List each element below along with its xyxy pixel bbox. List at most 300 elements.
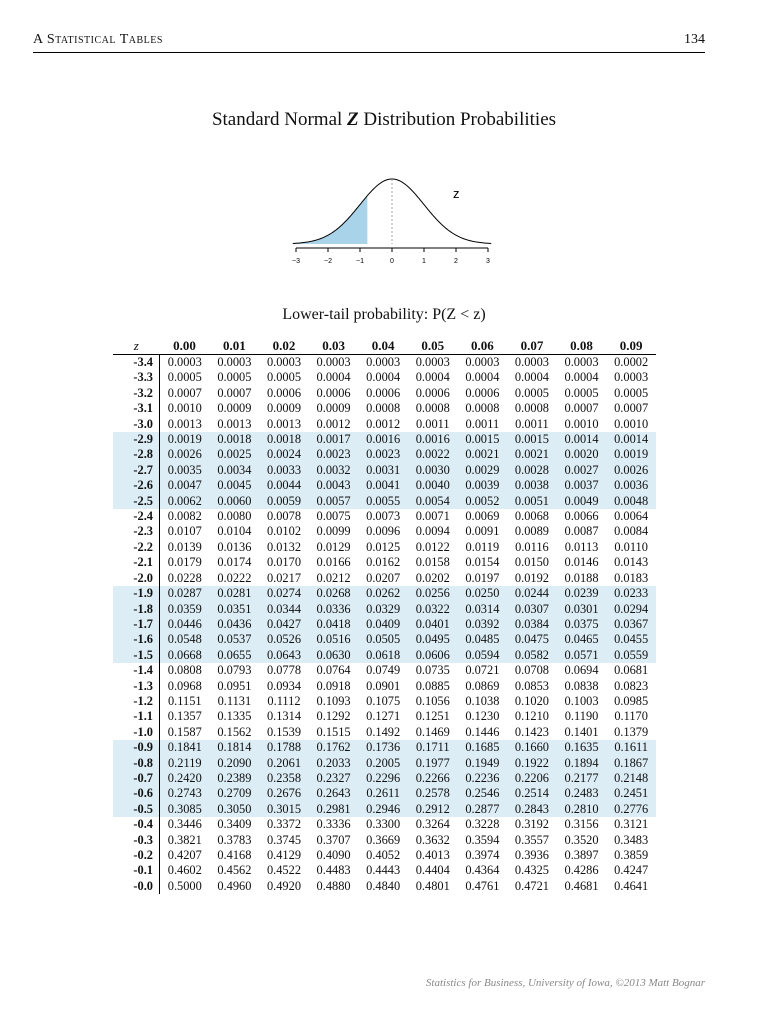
probability-cell: 0.0274 bbox=[259, 586, 309, 601]
probability-cell: 0.0008 bbox=[514, 401, 549, 416]
probability-cell: 0.0179 bbox=[167, 555, 202, 570]
probability-cell: 0.0004 bbox=[366, 370, 401, 385]
probability-cell: 0.2643 bbox=[309, 786, 359, 801]
probability-cell: 0.2296 bbox=[358, 771, 408, 786]
probability-cell: 0.0073 bbox=[366, 509, 401, 524]
probability-cell: 0.2676 bbox=[259, 786, 309, 801]
z-value-cell: -1.9 bbox=[113, 586, 160, 601]
table-row bbox=[113, 586, 656, 601]
probability-cell: 0.0228 bbox=[167, 570, 202, 585]
probability-cell: 0.0010 bbox=[564, 416, 599, 431]
probability-cell: 0.0256 bbox=[408, 586, 458, 601]
probability-cell: 0.0087 bbox=[564, 524, 599, 539]
probability-cell: 0.1788 bbox=[259, 740, 309, 755]
column-header: 0.02 bbox=[272, 338, 296, 353]
z-value-cell: -1.5 bbox=[113, 648, 160, 663]
probability-cell: 0.3669 bbox=[366, 832, 401, 847]
probability-cell: 0.0158 bbox=[415, 555, 450, 570]
probability-cell: 0.0174 bbox=[217, 555, 252, 570]
probability-cell: 0.4325 bbox=[514, 863, 549, 878]
probability-cell: 0.0322 bbox=[408, 602, 458, 617]
probability-cell: 0.0202 bbox=[415, 570, 450, 585]
probability-cell: 0.0139 bbox=[167, 539, 202, 554]
probability-cell: 0.0044 bbox=[259, 478, 309, 493]
probability-cell: 0.0011 bbox=[415, 416, 450, 431]
probability-cell: 0.1292 bbox=[316, 709, 351, 724]
probability-cell: 0.2743 bbox=[160, 786, 210, 801]
probability-cell: 0.4247 bbox=[614, 863, 649, 878]
probability-cell: 0.0162 bbox=[366, 555, 401, 570]
probability-cell: 0.3821 bbox=[167, 832, 202, 847]
probability-cell: 0.2420 bbox=[160, 771, 210, 786]
probability-cell: 0.1230 bbox=[465, 709, 500, 724]
probability-cell: 0.0901 bbox=[366, 678, 401, 693]
table-row bbox=[113, 740, 656, 755]
probability-cell: 0.0007 bbox=[614, 401, 649, 416]
probability-cell: 0.1814 bbox=[210, 740, 260, 755]
probability-cell: 0.0037 bbox=[557, 478, 607, 493]
tick-label: −2 bbox=[324, 258, 332, 265]
probability-cell: 0.0020 bbox=[557, 447, 607, 462]
probability-cell: 0.4443 bbox=[366, 863, 401, 878]
probability-cell: 0.2005 bbox=[358, 756, 408, 771]
probability-cell: 0.0003 bbox=[217, 355, 252, 369]
table-row bbox=[113, 817, 656, 832]
table-row bbox=[113, 401, 656, 416]
title-main: Standard Normal bbox=[211, 109, 348, 130]
probability-cell: 0.3897 bbox=[564, 848, 599, 862]
z-value-cell: -0.7 bbox=[113, 771, 160, 786]
probability-cell: 0.1335 bbox=[217, 709, 252, 724]
probability-cell: 0.3300 bbox=[366, 817, 401, 832]
probability-cell: 0.0136 bbox=[217, 539, 252, 554]
probability-cell: 0.0010 bbox=[167, 401, 202, 416]
table-row bbox=[113, 663, 656, 678]
table-row bbox=[113, 386, 656, 401]
probability-cell: 0.0268 bbox=[309, 586, 359, 601]
probability-cell: 0.0062 bbox=[160, 494, 210, 509]
probability-cell: 0.0618 bbox=[358, 648, 408, 663]
probability-cell: 0.1762 bbox=[309, 740, 359, 755]
probability-cell: 0.3228 bbox=[465, 817, 500, 832]
z-value-cell: -0.9 bbox=[113, 740, 160, 755]
probability-cell: 0.1379 bbox=[614, 724, 649, 739]
probability-cell: 0.0066 bbox=[564, 509, 599, 524]
tick-label: 3 bbox=[486, 258, 490, 265]
probability-cell: 0.1977 bbox=[408, 756, 458, 771]
z-value-cell: -0.3 bbox=[113, 833, 160, 848]
probability-cell: 0.0091 bbox=[465, 524, 500, 539]
z-value-cell: -3.3 bbox=[113, 370, 160, 385]
probability-cell: 0.0465 bbox=[557, 632, 607, 647]
probability-cell: 0.0384 bbox=[507, 617, 557, 632]
probability-cell: 0.0367 bbox=[606, 617, 656, 632]
column-header: 0.03 bbox=[322, 338, 345, 353]
table-row bbox=[113, 555, 656, 570]
z-value-cell: -3.1 bbox=[113, 401, 160, 416]
probability-cell: 0.2266 bbox=[408, 771, 458, 786]
probability-cell: 0.0003 bbox=[316, 355, 351, 369]
probability-cell: 0.3121 bbox=[614, 817, 649, 832]
probability-cell: 0.1112 bbox=[267, 693, 301, 708]
probability-cell: 0.0089 bbox=[514, 524, 549, 539]
probability-cell: 0.0838 bbox=[564, 678, 599, 693]
probability-cell: 0.4920 bbox=[266, 878, 302, 893]
probability-cell: 0.0721 bbox=[465, 663, 500, 678]
probability-cell: 0.1515 bbox=[316, 724, 351, 739]
probability-cell: 0.0021 bbox=[507, 447, 557, 462]
probability-cell: 0.0212 bbox=[316, 570, 351, 585]
probability-cell: 0.0003 bbox=[514, 355, 549, 369]
table-row bbox=[113, 540, 656, 555]
probability-cell: 0.0119 bbox=[465, 539, 500, 554]
table-caption: Lower-tail probability: P(Z < z) bbox=[282, 306, 486, 323]
probability-cell: 0.4562 bbox=[217, 863, 252, 878]
probability-cell: 0.5000 bbox=[167, 878, 202, 893]
z-column-header: z bbox=[133, 338, 139, 353]
probability-cell: 0.0853 bbox=[514, 678, 549, 693]
table-row bbox=[113, 771, 656, 786]
probability-cell: 0.0013 bbox=[266, 416, 302, 431]
page-title bbox=[0, 109, 768, 131]
table-row bbox=[113, 571, 656, 586]
probability-cell: 0.0064 bbox=[614, 509, 649, 524]
title-rest: Distribution Probabilities bbox=[358, 109, 557, 130]
table-row bbox=[113, 432, 656, 447]
probability-cell: 0.0010 bbox=[614, 416, 649, 431]
probability-cell: 0.0146 bbox=[564, 555, 599, 570]
table-row bbox=[113, 524, 656, 539]
probability-cell: 0.3483 bbox=[614, 832, 649, 847]
probability-cell: 0.0003 bbox=[614, 370, 649, 385]
shaded-lower-tail bbox=[293, 196, 368, 244]
probability-cell: 0.0004 bbox=[564, 370, 599, 385]
probability-cell: 0.0012 bbox=[366, 416, 401, 431]
probability-cell: 0.0005 bbox=[217, 370, 252, 385]
probability-cell: 0.0571 bbox=[557, 648, 607, 663]
probability-cell: 0.0033 bbox=[259, 463, 309, 478]
probability-cell: 0.0918 bbox=[316, 678, 351, 693]
probability-cell: 0.1314 bbox=[266, 709, 302, 724]
probability-cell: 0.0004 bbox=[514, 370, 549, 385]
probability-cell: 0.4052 bbox=[366, 848, 401, 862]
probability-cell: 0.0188 bbox=[564, 570, 599, 585]
probability-cell: 0.2236 bbox=[458, 771, 508, 786]
probability-cell: 0.0409 bbox=[358, 617, 408, 632]
probability-cell: 0.0049 bbox=[557, 494, 607, 509]
probability-cell: 0.2148 bbox=[606, 771, 656, 786]
z-value-cell: -3.2 bbox=[113, 386, 160, 401]
probability-cell: 0.1492 bbox=[366, 724, 401, 739]
probability-cell: 0.2843 bbox=[507, 802, 557, 817]
probability-cell: 0.1711 bbox=[408, 740, 458, 755]
probability-cell: 0.0537 bbox=[210, 632, 260, 647]
probability-cell: 0.2451 bbox=[606, 786, 656, 801]
probability-cell: 0.0823 bbox=[614, 678, 649, 693]
probability-cell: 0.4681 bbox=[564, 878, 599, 893]
probability-cell: 0.0032 bbox=[309, 463, 359, 478]
probability-cell: 0.4721 bbox=[514, 878, 549, 893]
table-row bbox=[113, 648, 656, 663]
z-value-cell: -1.3 bbox=[113, 679, 160, 694]
probability-cell: 0.1635 bbox=[557, 740, 607, 755]
probability-cell: 0.2709 bbox=[210, 786, 260, 801]
probability-cell: 0.0036 bbox=[606, 478, 656, 493]
probability-cell: 0.0027 bbox=[557, 463, 607, 478]
probability-cell: 0.0436 bbox=[210, 617, 260, 632]
probability-cell: 0.3594 bbox=[465, 832, 500, 847]
probability-cell: 0.0132 bbox=[266, 539, 302, 554]
probability-cell: 0.0004 bbox=[465, 370, 500, 385]
probability-cell: 0.1469 bbox=[415, 724, 450, 739]
probability-cell: 0.3156 bbox=[564, 817, 599, 832]
probability-cell: 0.0885 bbox=[415, 678, 450, 693]
probability-cell: 0.4801 bbox=[415, 878, 450, 893]
probability-cell: 0.0869 bbox=[465, 678, 500, 693]
column-header: 0.09 bbox=[619, 338, 643, 353]
probability-cell: 0.0207 bbox=[366, 570, 401, 585]
probability-cell: 0.0052 bbox=[458, 494, 508, 509]
z-value-cell: -2.6 bbox=[113, 478, 160, 493]
probability-cell: 0.3936 bbox=[514, 848, 549, 862]
probability-cell: 0.2514 bbox=[507, 786, 557, 801]
probability-cell: 0.1736 bbox=[358, 740, 408, 755]
tick-label: −3 bbox=[292, 258, 300, 265]
probability-cell: 0.0548 bbox=[160, 632, 210, 647]
probability-cell: 0.4090 bbox=[316, 848, 351, 862]
probability-cell: 0.0057 bbox=[309, 494, 359, 509]
table-row bbox=[113, 679, 656, 694]
tick-label: 1 bbox=[422, 258, 426, 265]
probability-cell: 0.0392 bbox=[458, 617, 508, 632]
probability-cell: 0.3783 bbox=[217, 832, 252, 847]
probability-cell: 0.0026 bbox=[606, 463, 656, 478]
probability-cell: 0.0006 bbox=[316, 385, 351, 400]
probability-cell: 0.1611 bbox=[606, 740, 656, 755]
probability-cell: 0.0008 bbox=[465, 401, 500, 416]
probability-cell: 0.0485 bbox=[458, 632, 508, 647]
probability-cell: 0.0559 bbox=[606, 648, 656, 663]
probability-cell: 0.1894 bbox=[557, 756, 607, 771]
probability-cell: 0.0005 bbox=[514, 385, 549, 400]
probability-cell: 0.0019 bbox=[160, 432, 210, 447]
probability-cell: 0.0681 bbox=[614, 663, 649, 678]
probability-cell: 0.2810 bbox=[557, 802, 607, 817]
probability-cell: 0.0031 bbox=[358, 463, 408, 478]
probability-cell: 0.0011 bbox=[515, 416, 549, 431]
table-row bbox=[113, 694, 656, 709]
column-header: 0.05 bbox=[421, 338, 445, 353]
z-value-cell: -1.1 bbox=[113, 709, 160, 724]
column-header: 0.00 bbox=[173, 338, 196, 353]
z-value-cell: -2.5 bbox=[113, 494, 160, 509]
probability-cell: 0.0307 bbox=[507, 602, 557, 617]
probability-cell: 0.1093 bbox=[316, 693, 351, 708]
z-value-cell: -1.4 bbox=[113, 663, 160, 678]
probability-cell: 0.1170 bbox=[614, 709, 648, 724]
column-header: 0.06 bbox=[470, 338, 494, 353]
probability-cell: 0.1190 bbox=[564, 709, 599, 724]
probability-cell: 0.0054 bbox=[408, 494, 458, 509]
probability-cell: 0.1841 bbox=[160, 740, 210, 755]
probability-cell: 0.0778 bbox=[266, 663, 302, 678]
probability-cell: 0.0008 bbox=[366, 401, 401, 416]
probability-cell: 0.0019 bbox=[606, 447, 656, 462]
probability-cell: 0.0735 bbox=[415, 663, 450, 678]
probability-cell: 0.0082 bbox=[167, 509, 202, 524]
probability-cell: 0.1587 bbox=[167, 724, 202, 739]
probability-cell: 0.0197 bbox=[465, 570, 500, 585]
probability-cell: 0.0222 bbox=[217, 570, 252, 585]
probability-cell: 0.0048 bbox=[606, 494, 656, 509]
table-row bbox=[113, 370, 656, 385]
probability-cell: 0.3264 bbox=[415, 817, 450, 832]
probability-cell: 0.0006 bbox=[366, 385, 401, 400]
column-header: 0.08 bbox=[570, 338, 593, 353]
probability-cell: 0.3192 bbox=[514, 817, 549, 832]
probability-cell: 0.1401 bbox=[564, 724, 599, 739]
probability-cell: 0.0002 bbox=[614, 355, 649, 369]
probability-cell: 0.0968 bbox=[167, 678, 202, 693]
probability-cell: 0.0026 bbox=[160, 447, 210, 462]
z-value-cell: -1.6 bbox=[113, 632, 160, 647]
tick-label: 0 bbox=[390, 258, 394, 265]
probability-cell: 0.0043 bbox=[309, 478, 359, 493]
probability-cell: 0.0217 bbox=[266, 570, 302, 585]
probability-cell: 0.0016 bbox=[408, 432, 458, 447]
probability-cell: 0.0099 bbox=[316, 524, 351, 539]
probability-cell: 0.4404 bbox=[415, 863, 450, 878]
probability-cell: 0.0038 bbox=[507, 478, 557, 493]
running-header bbox=[33, 32, 705, 53]
probability-cell: 0.0694 bbox=[564, 663, 599, 678]
probability-cell: 0.0007 bbox=[167, 385, 202, 400]
tick-label: −1 bbox=[356, 258, 364, 265]
probability-cell: 0.0301 bbox=[557, 602, 607, 617]
probability-cell: 0.2061 bbox=[259, 756, 309, 771]
probability-cell: 0.4761 bbox=[465, 878, 500, 893]
probability-cell: 0.2033 bbox=[309, 756, 359, 771]
probability-cell: 0.0418 bbox=[309, 617, 359, 632]
z-value-cell: -2.3 bbox=[113, 524, 160, 539]
probability-cell: 0.0023 bbox=[309, 447, 359, 462]
probability-cell: 0.3409 bbox=[217, 817, 252, 832]
table-row bbox=[113, 494, 656, 509]
probability-cell: 0.0239 bbox=[557, 586, 607, 601]
probability-cell: 0.2776 bbox=[606, 802, 656, 817]
probability-cell: 0.3859 bbox=[614, 848, 649, 862]
tick-label: 2 bbox=[454, 258, 458, 265]
probability-cell: 0.0018 bbox=[210, 432, 260, 447]
probability-cell: 0.0030 bbox=[408, 463, 458, 478]
probability-cell: 0.0006 bbox=[266, 385, 302, 400]
z-value-cell: -0.8 bbox=[113, 756, 160, 771]
probability-cell: 0.0041 bbox=[358, 478, 408, 493]
probability-cell: 0.4641 bbox=[614, 878, 649, 893]
probability-cell: 0.1922 bbox=[507, 756, 557, 771]
probability-cell: 0.0018 bbox=[259, 432, 309, 447]
probability-cell: 0.0069 bbox=[465, 509, 500, 524]
probability-cell: 0.0630 bbox=[309, 648, 359, 663]
z-value-cell: -1.7 bbox=[113, 617, 160, 632]
probability-cell: 0.0170 bbox=[266, 555, 302, 570]
probability-cell: 0.0113 bbox=[564, 539, 599, 554]
axis-ticks bbox=[292, 248, 490, 265]
probability-cell: 0.0708 bbox=[514, 663, 549, 678]
probability-cell: 0.1446 bbox=[465, 724, 500, 739]
probability-cell: 0.0017 bbox=[309, 432, 359, 447]
probability-cell: 0.1056 bbox=[415, 693, 450, 708]
probability-cell: 0.0668 bbox=[160, 648, 210, 663]
probability-cell: 0.0022 bbox=[408, 447, 458, 462]
probability-cell: 0.0934 bbox=[266, 678, 302, 693]
table-row bbox=[113, 786, 656, 801]
probability-cell: 0.1251 bbox=[415, 709, 450, 724]
probability-cell: 0.2358 bbox=[259, 771, 309, 786]
probability-cell: 0.0107 bbox=[167, 524, 202, 539]
probability-cell: 0.0129 bbox=[316, 539, 351, 554]
z-value-cell: -2.1 bbox=[113, 555, 160, 570]
probability-cell: 0.0005 bbox=[564, 385, 599, 400]
probability-cell: 0.3520 bbox=[564, 832, 599, 847]
probability-cell: 0.4364 bbox=[465, 863, 500, 878]
probability-cell: 0.0329 bbox=[358, 602, 408, 617]
probability-cell: 0.0294 bbox=[606, 602, 656, 617]
probability-cell: 0.0003 bbox=[167, 355, 202, 369]
probability-cell: 0.0051 bbox=[507, 494, 557, 509]
probability-cell: 0.0351 bbox=[210, 602, 260, 617]
probability-cell: 0.0764 bbox=[316, 663, 351, 678]
probability-cell: 0.0262 bbox=[358, 586, 408, 601]
probability-cell: 0.3336 bbox=[316, 817, 351, 832]
probability-cell: 0.0009 bbox=[217, 401, 252, 416]
probability-cell: 0.0060 bbox=[210, 494, 260, 509]
probability-cell: 0.0004 bbox=[316, 370, 351, 385]
probability-cell: 0.0029 bbox=[458, 463, 508, 478]
probability-cell: 0.4522 bbox=[266, 863, 302, 878]
probability-cell: 0.4960 bbox=[217, 878, 252, 893]
table-row bbox=[113, 802, 656, 817]
probability-cell: 0.0250 bbox=[458, 586, 508, 601]
probability-cell: 0.0006 bbox=[465, 385, 500, 400]
probability-cell: 0.0122 bbox=[415, 539, 450, 554]
probability-cell: 0.0951 bbox=[217, 678, 252, 693]
probability-cell: 0.0344 bbox=[259, 602, 309, 617]
probability-cell: 0.0024 bbox=[259, 447, 309, 462]
probability-cell: 0.0594 bbox=[458, 648, 508, 663]
probability-cell: 0.0150 bbox=[514, 555, 549, 570]
probability-cell: 0.0015 bbox=[458, 432, 508, 447]
probability-cell: 0.0606 bbox=[408, 648, 458, 663]
probability-cell: 0.0505 bbox=[358, 632, 408, 647]
probability-cell: 0.0401 bbox=[408, 617, 458, 632]
probability-cell: 0.4129 bbox=[266, 848, 302, 862]
probability-cell: 0.0166 bbox=[316, 555, 351, 570]
probability-cell: 0.0985 bbox=[614, 693, 649, 708]
probability-cell: 0.3446 bbox=[167, 817, 202, 832]
probability-cell: 0.2206 bbox=[507, 771, 557, 786]
probability-cell: 0.4013 bbox=[415, 848, 450, 862]
probability-cell: 0.0003 bbox=[415, 355, 450, 369]
probability-cell: 0.0075 bbox=[316, 509, 351, 524]
probability-cell: 0.0233 bbox=[606, 586, 656, 601]
probability-cell: 0.4602 bbox=[167, 863, 202, 878]
probability-cell: 0.0793 bbox=[217, 663, 252, 678]
probability-cell: 0.2389 bbox=[210, 771, 260, 786]
probability-cell: 0.1131 bbox=[217, 693, 252, 708]
probability-cell: 0.0154 bbox=[465, 555, 500, 570]
probability-cell: 0.1151 bbox=[167, 693, 202, 708]
